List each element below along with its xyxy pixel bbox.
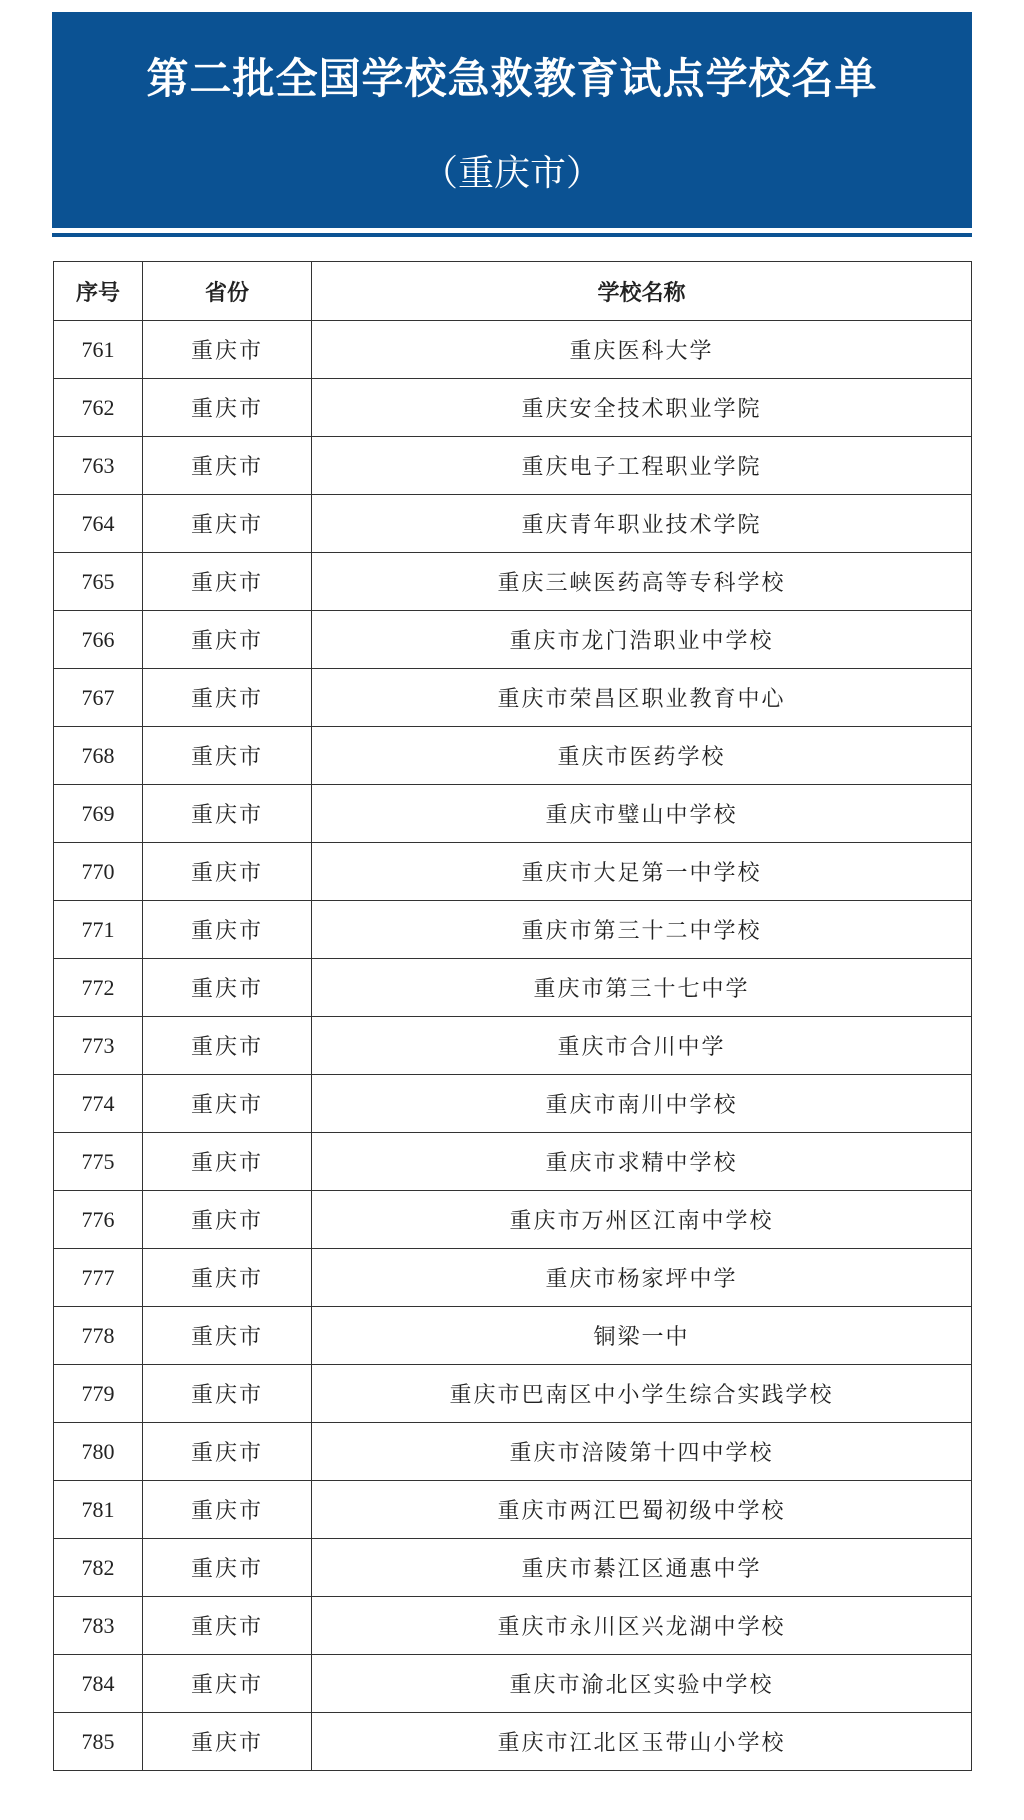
row-province-cell: 重庆市: [143, 1133, 312, 1191]
row-number-cell: 777: [54, 1249, 143, 1307]
table-row: [54, 1481, 972, 1539]
row-number-cell: 784: [54, 1655, 143, 1713]
table-row: [54, 611, 972, 669]
row-school-name-cell: 重庆市合川中学: [312, 1017, 972, 1075]
row-school-name-cell: 重庆市第三十二中学校: [312, 901, 972, 959]
row-school-name-cell: 重庆市涪陵第十四中学校: [312, 1423, 972, 1481]
table-row: [54, 1597, 972, 1655]
row-number-cell: 773: [54, 1017, 143, 1075]
row-school-name-cell: 重庆市杨家坪中学: [312, 1249, 972, 1307]
row-school-name-cell: 重庆电子工程职业学院: [312, 437, 972, 495]
row-school-name-cell: 重庆市璧山中学校: [312, 785, 972, 843]
row-number-cell: 761: [54, 321, 143, 379]
row-province-cell: 重庆市: [143, 1597, 312, 1655]
table-row: [54, 901, 972, 959]
row-number-cell: 762: [54, 379, 143, 437]
table-header-row: [54, 262, 972, 321]
table-row: [54, 321, 972, 379]
banner-divider: [52, 233, 972, 237]
row-number-cell: 768: [54, 727, 143, 785]
row-province-cell: 重庆市: [143, 379, 312, 437]
title-banner: [52, 12, 972, 228]
table-row: [54, 1713, 972, 1771]
row-number-cell: 771: [54, 901, 143, 959]
row-school-name-cell: 重庆市南川中学校: [312, 1075, 972, 1133]
row-school-name-cell: 重庆市綦江区通惠中学: [312, 1539, 972, 1597]
page-subtitle: （重庆市）: [421, 153, 602, 194]
row-province-cell: 重庆市: [143, 669, 312, 727]
row-province-cell: 重庆市: [143, 553, 312, 611]
table-row: [54, 1249, 972, 1307]
row-number-cell: 785: [54, 1713, 143, 1771]
row-number-cell: 772: [54, 959, 143, 1017]
row-school-name-cell: 重庆安全技术职业学院: [312, 379, 972, 437]
table-row: [54, 437, 972, 495]
row-number-cell: 778: [54, 1307, 143, 1365]
table-row: [54, 1655, 972, 1713]
row-school-name-cell: 重庆市永川区兴龙湖中学校: [312, 1597, 972, 1655]
row-number-cell: 766: [54, 611, 143, 669]
row-province-cell: 重庆市: [143, 1423, 312, 1481]
row-school-name-cell: 重庆市医药学校: [312, 727, 972, 785]
row-school-name-cell: 重庆青年职业技术学院: [312, 495, 972, 553]
column-header-province: 省份: [143, 262, 312, 321]
row-number-cell: 769: [54, 785, 143, 843]
row-province-cell: 重庆市: [143, 1713, 312, 1771]
row-school-name-cell: 重庆市第三十七中学: [312, 959, 972, 1017]
row-province-cell: 重庆市: [143, 901, 312, 959]
table-row: [54, 843, 972, 901]
column-header-number: 序号: [54, 262, 143, 321]
row-province-cell: 重庆市: [143, 1539, 312, 1597]
row-province-cell: 重庆市: [143, 843, 312, 901]
row-province-cell: 重庆市: [143, 727, 312, 785]
row-number-cell: 775: [54, 1133, 143, 1191]
row-province-cell: 重庆市: [143, 321, 312, 379]
row-number-cell: 783: [54, 1597, 143, 1655]
row-school-name-cell: 重庆市求精中学校: [312, 1133, 972, 1191]
table-row: [54, 1539, 972, 1597]
row-number-cell: 764: [54, 495, 143, 553]
row-number-cell: 782: [54, 1539, 143, 1597]
row-province-cell: 重庆市: [143, 437, 312, 495]
school-list-table: [53, 261, 972, 1771]
row-school-name-cell: 重庆市巴南区中小学生综合实践学校: [312, 1365, 972, 1423]
row-province-cell: 重庆市: [143, 1075, 312, 1133]
table-row: [54, 669, 972, 727]
page-title: 第二批全国学校急救教育试点学校名单: [146, 54, 878, 103]
row-school-name-cell: 重庆市荣昌区职业教育中心: [312, 669, 972, 727]
row-province-cell: 重庆市: [143, 495, 312, 553]
row-number-cell: 779: [54, 1365, 143, 1423]
row-school-name-cell: 重庆市龙门浩职业中学校: [312, 611, 972, 669]
row-province-cell: 重庆市: [143, 1191, 312, 1249]
table-row: [54, 1307, 972, 1365]
row-province-cell: 重庆市: [143, 1365, 312, 1423]
table-row: [54, 1191, 972, 1249]
row-number-cell: 767: [54, 669, 143, 727]
row-number-cell: 763: [54, 437, 143, 495]
row-school-name-cell: 重庆市渝北区实验中学校: [312, 1655, 972, 1713]
row-province-cell: 重庆市: [143, 1655, 312, 1713]
row-number-cell: 774: [54, 1075, 143, 1133]
row-province-cell: 重庆市: [143, 1481, 312, 1539]
table-row: [54, 1075, 972, 1133]
row-number-cell: 781: [54, 1481, 143, 1539]
table-row: [54, 1133, 972, 1191]
row-school-name-cell: 重庆市万州区江南中学校: [312, 1191, 972, 1249]
row-school-name-cell: 铜梁一中: [312, 1307, 972, 1365]
row-number-cell: 765: [54, 553, 143, 611]
row-province-cell: 重庆市: [143, 959, 312, 1017]
row-province-cell: 重庆市: [143, 1307, 312, 1365]
row-school-name-cell: 重庆市两江巴蜀初级中学校: [312, 1481, 972, 1539]
table-row: [54, 553, 972, 611]
row-province-cell: 重庆市: [143, 785, 312, 843]
table-row: [54, 1017, 972, 1075]
row-province-cell: 重庆市: [143, 611, 312, 669]
row-number-cell: 780: [54, 1423, 143, 1481]
table-row: [54, 1365, 972, 1423]
column-header-school-name: 学校名称: [312, 262, 972, 321]
row-school-name-cell: 重庆市大足第一中学校: [312, 843, 972, 901]
row-school-name-cell: 重庆医科大学: [312, 321, 972, 379]
table-body: [54, 321, 972, 1771]
table-row: [54, 785, 972, 843]
table-row: [54, 959, 972, 1017]
table-row: [54, 379, 972, 437]
table-row: [54, 495, 972, 553]
row-number-cell: 770: [54, 843, 143, 901]
row-province-cell: 重庆市: [143, 1249, 312, 1307]
row-number-cell: 776: [54, 1191, 143, 1249]
table-row: [54, 727, 972, 785]
table-row: [54, 1423, 972, 1481]
row-province-cell: 重庆市: [143, 1017, 312, 1075]
row-school-name-cell: 重庆市江北区玉带山小学校: [312, 1713, 972, 1771]
row-school-name-cell: 重庆三峡医药高等专科学校: [312, 553, 972, 611]
